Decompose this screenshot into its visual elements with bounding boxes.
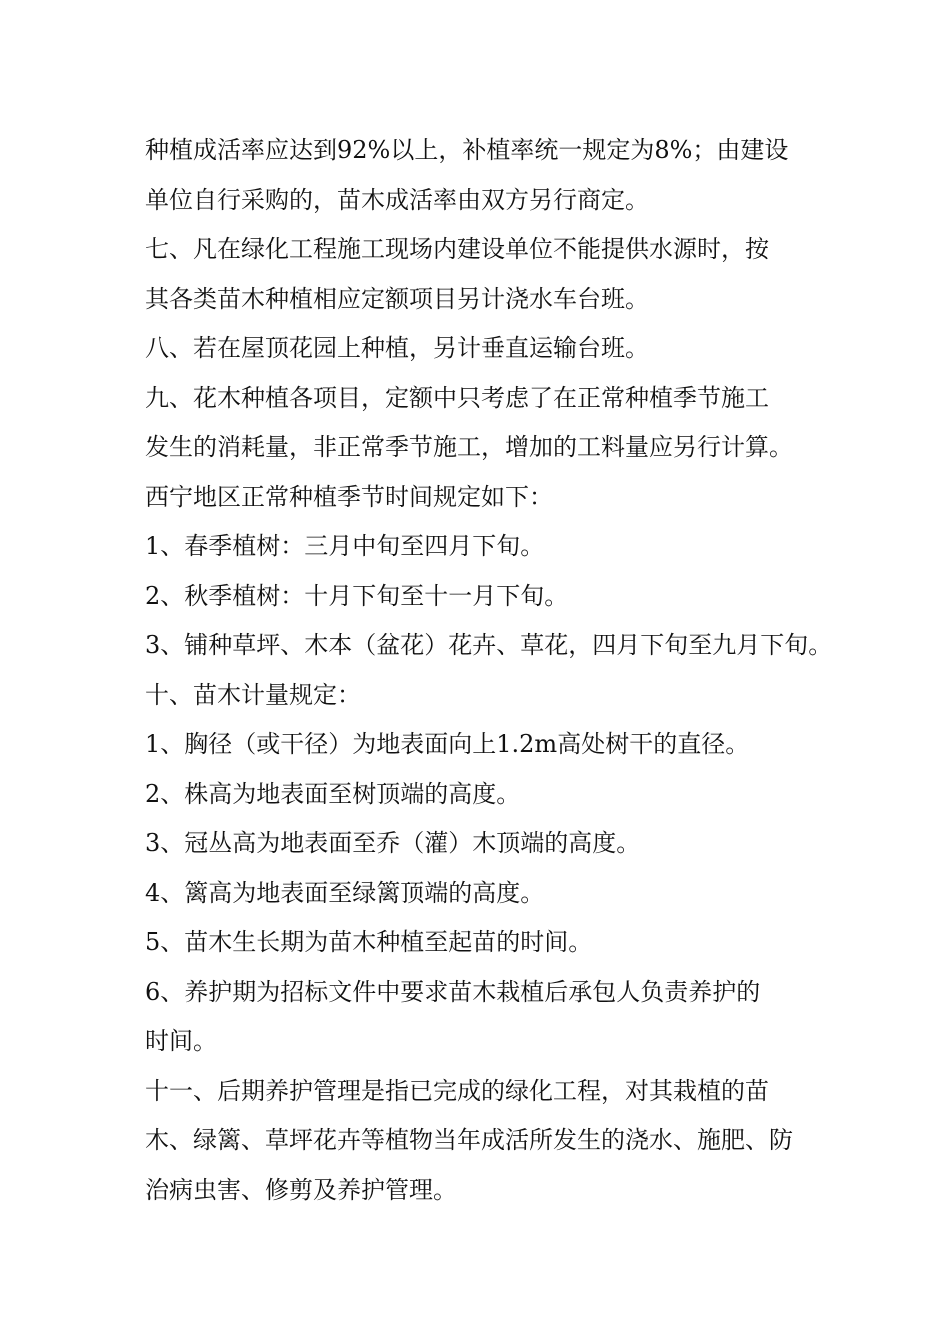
text-line: 3、铺种草坪、木本（盆花）花卉、草花，四月下旬至九月下旬。: [145, 631, 833, 659]
text-line: 九、花木种植各项目，定额中只考虑了在正常种植季节施工: [145, 383, 769, 412]
text-line: 3、冠丛高为地表面至乔（灌）木顶端的高度。: [145, 829, 641, 857]
text-line: 2、株高为地表面至树顶端的高度。: [145, 779, 521, 808]
text-line: 4、篱高为地表面至绿篱顶端的高度。: [145, 878, 545, 907]
text-line: 七、凡在绿化工程施工现场内建设单位不能提供水源时，按: [145, 235, 769, 263]
text-line: 时间。: [145, 1027, 217, 1055]
paragraph-survival-rate: [145, 126, 810, 225]
text-line: 木、绿篱、草坪花卉等植物当年成活所发生的浇水、施肥、防: [145, 1126, 793, 1154]
text-line: 十、苗木计量规定：: [145, 680, 361, 709]
paragraph-section-7: [145, 225, 810, 324]
list-item-hedge-height: [145, 869, 810, 919]
text-line: 治病虫害、修剪及养护管理。: [145, 1175, 457, 1204]
text-line: 种植成活率应达到92%以上，补植率统一规定为8%；由建设: [145, 136, 789, 164]
document-body: [145, 126, 833, 1215]
text-line: 八、若在屋顶花园上种植，另计垂直运输台班。: [145, 334, 649, 362]
paragraph-section-8: [145, 324, 810, 374]
text-line: 其各类苗木种植相应定额项目另计浇水车台班。: [145, 284, 649, 313]
list-item-spring-planting: [145, 522, 810, 572]
list-item-plant-height: [145, 770, 810, 820]
text-line: 6、养护期为招标文件中要求苗木栽植后承包人负责养护的: [145, 977, 761, 1006]
text-line: 1、胸径（或干径）为地表面向上1.2m高处树干的直径。: [145, 730, 750, 758]
list-item-crown-height: [145, 819, 810, 869]
list-item-autumn-planting: [145, 572, 810, 622]
text-line: 十一、后期养护管理是指已完成的绿化工程，对其栽植的苗: [145, 1076, 769, 1105]
list-item-maintenance-period: [145, 968, 810, 1067]
text-line: 5、苗木生长期为苗木种植至起苗的时间。: [145, 928, 593, 956]
text-line: 1、春季植树：三月中旬至四月下旬。: [145, 532, 545, 560]
text-line: 单位自行采购的，苗木成活率由双方另行商定。: [145, 185, 649, 214]
paragraph-section-11: [145, 1067, 810, 1216]
list-item-lawn-flowers: [145, 621, 833, 671]
paragraph-section-10-heading: [145, 671, 810, 721]
text-line: 2、秋季植树：十月下旬至十一月下旬。: [145, 581, 569, 610]
text-line: 发生的消耗量，非正常季节施工，增加的工料量应另行计算。: [145, 433, 793, 461]
text-line: 西宁地区正常种植季节时间规定如下：: [145, 482, 553, 511]
paragraph-section-9: [145, 374, 810, 523]
list-item-growth-period: [145, 918, 810, 968]
list-item-trunk-diameter: [145, 720, 810, 770]
